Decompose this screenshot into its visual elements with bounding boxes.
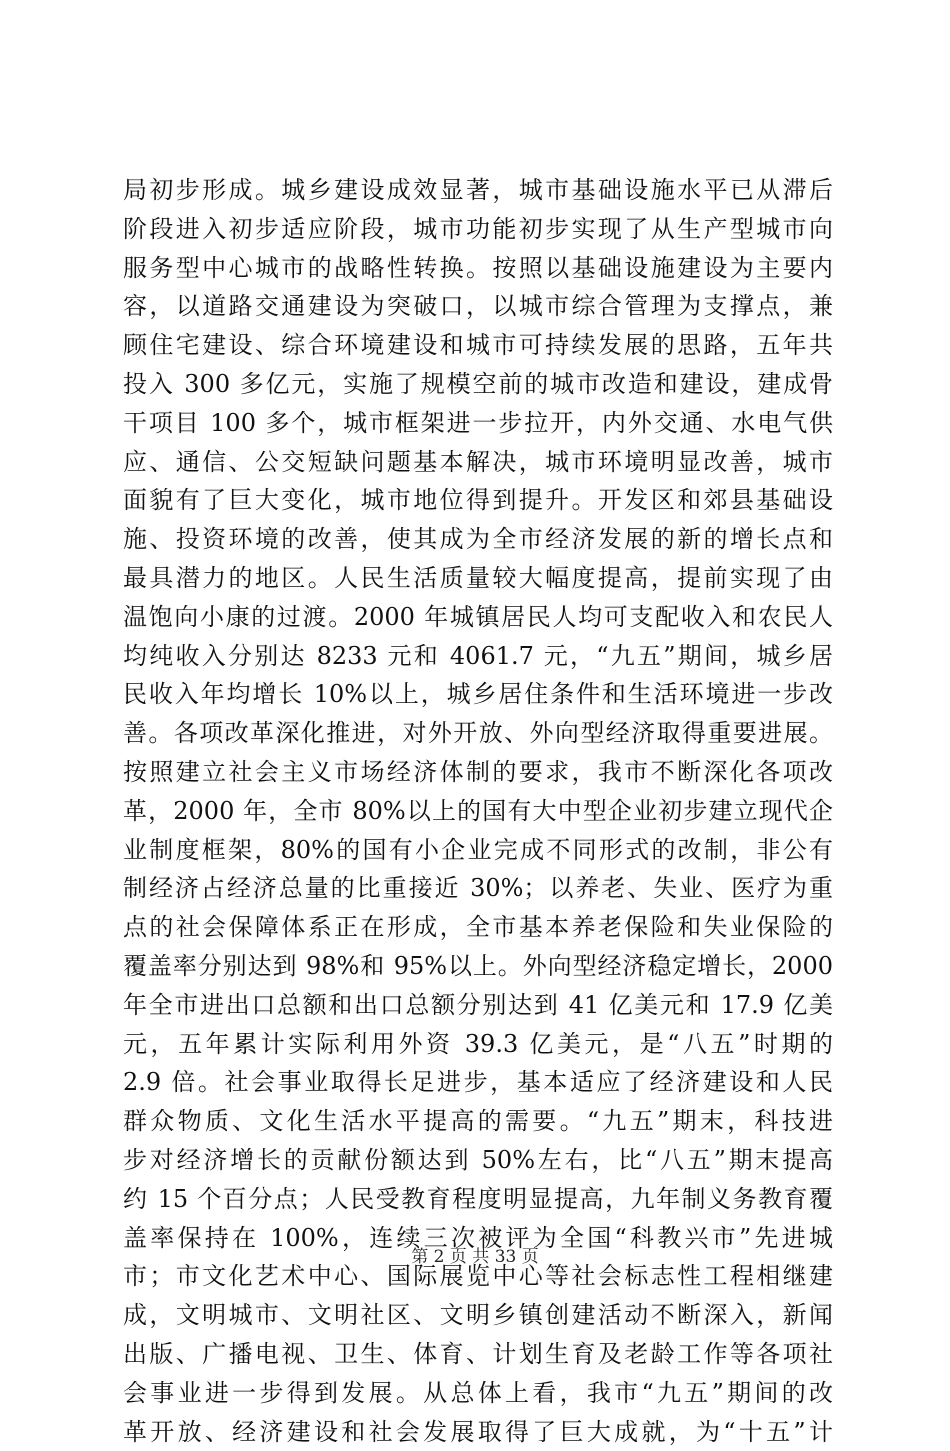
text-line: 2.9 倍。社会事业取得长足进步，基本适应了经济建设和人民 — [123, 1063, 833, 1102]
text-line: 温饱向小康的过渡。2000 年城镇居民人均可支配收入和农民人 — [123, 598, 833, 637]
text-line: 面貌有了巨大变化，城市地位得到提升。开发区和郊县基础设 — [123, 481, 833, 520]
text-line: 民收入年均增长 10%以上，城乡居住条件和生活环境进一步改 — [123, 675, 833, 714]
text-line: 干项目 100 多个，城市框架进一步拉开，内外交通、水电气供 — [123, 404, 833, 443]
text-line: 应、通信、公交短缺问题基本解决，城市环境明显改善，城市 — [123, 443, 833, 482]
text-line: 最具潜力的地区。人民生活质量较大幅度提高，提前实现了由 — [123, 559, 833, 598]
text-line: 出版、广播电视、卫生、体育、计划生育及老龄工作等各项社 — [123, 1335, 833, 1374]
text-line: 均纯收入分别达 8233 元和 4061.7 元，“九五”期间，城乡居 — [123, 637, 833, 676]
text-line: 元，五年累计实际利用外资 39.3 亿美元，是“八五”时期的 — [123, 1025, 833, 1064]
text-line: 群众物质、文化生活水平提高的需要。“九五”期末，科技进 — [123, 1102, 833, 1141]
text-line: 革，2000 年，全市 80%以上的国有大中型企业初步建立现代企 — [123, 792, 833, 831]
text-line: 制经济占经济总量的比重接近 30%；以养老、失业、医疗为重 — [123, 869, 833, 908]
text-line: 容，以道路交通建设为突破口，以城市综合管理为支撑点，兼 — [123, 287, 833, 326]
text-line: 投入 300 多亿元，实施了规模空前的城市改造和建设，建成骨 — [123, 365, 833, 404]
page-number-footer: 第 2 页 共 33 页 — [0, 1242, 950, 1267]
text-line: 施、投资环境的改善，使其成为全市经济发展的新的增长点和 — [123, 520, 833, 559]
text-line: 革开放、经济建设和社会发展取得了巨大成就，为“十五”计 — [123, 1413, 833, 1451]
text-line: 善。各项改革深化推进，对外开放、外向型经济取得重要进展。 — [123, 714, 833, 753]
text-line: 按照建立社会主义市场经济体制的要求，我市不断深化各项改 — [123, 753, 833, 792]
text-line: 市；市文化艺术中心、国际展览中心等社会标志性工程相继建 — [123, 1257, 833, 1296]
text-line: 约 15 个百分点；人民受教育程度明显提高，九年制义务教育覆 — [123, 1180, 833, 1219]
text-line: 顾住宅建设、综合环境建设和城市可持续发展的思路，五年共 — [123, 326, 833, 365]
text-line: 会事业进一步得到发展。从总体上看，我市“九五”期间的改 — [123, 1374, 833, 1413]
text-line: 步对经济增长的贡献份额达到 50%左右，比“八五”期末提高 — [123, 1141, 833, 1180]
text-line: 成，文明城市、文明社区、文明乡镇创建活动不断深入，新闻 — [123, 1296, 833, 1335]
text-line: 点的社会保障体系正在形成，全市基本养老保险和失业保险的 — [123, 908, 833, 947]
text-line: 阶段进入初步适应阶段，城市功能初步实现了从生产型城市向 — [123, 210, 833, 249]
text-line: 业制度框架，80%的国有小企业完成不同形式的改制，非公有 — [123, 831, 833, 870]
text-line: 年全市进出口总额和出口总额分别达到 41 亿美元和 17.9 亿美 — [123, 986, 833, 1025]
text-line: 服务型中心城市的战略性转换。按照以基础设施建设为主要内 — [123, 249, 833, 288]
text-line: 盖率保持在 100%，连续三次被评为全国“科教兴市”先进城 — [123, 1219, 833, 1258]
text-line: 局初步形成。城乡建设成效显著，城市基础设施水平已从滞后 — [123, 171, 833, 210]
text-line: 覆盖率分别达到 98%和 95%以上。外向型经济稳定增长，2000 — [123, 947, 833, 986]
